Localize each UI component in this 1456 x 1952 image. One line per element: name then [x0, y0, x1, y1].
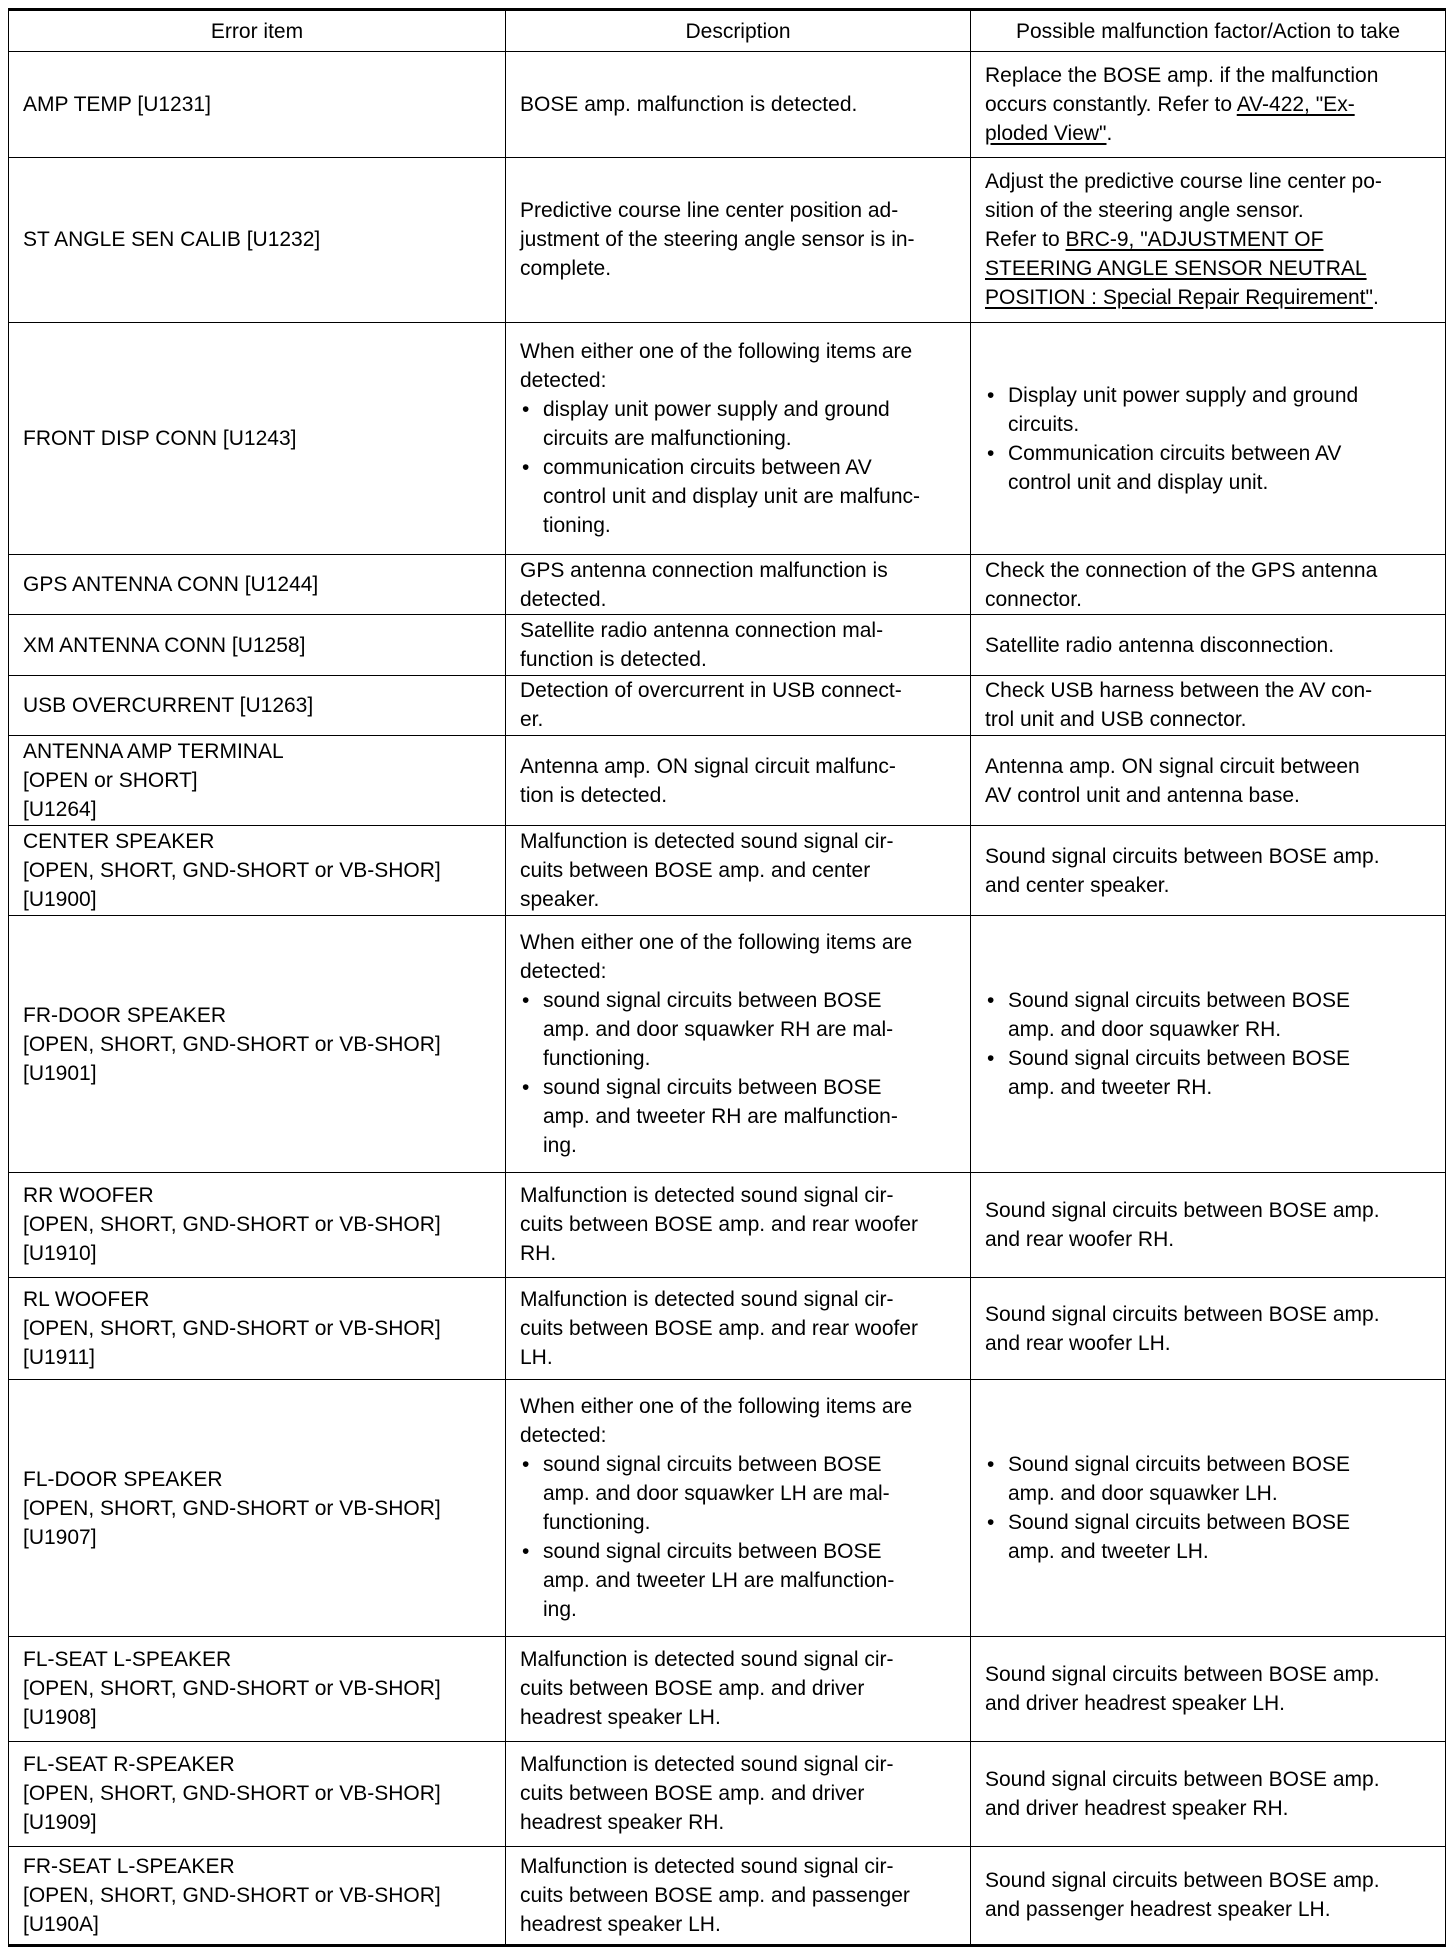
description-cell: [506, 1172, 971, 1278]
description-line: Malfunction is detected sound signal cir-: [520, 1854, 894, 1878]
error-item-cell: [9, 554, 506, 614]
description-line: GPS antenna connection malfunction is: [520, 558, 888, 582]
action-line: AV control unit and antenna base.: [985, 783, 1300, 807]
action-line: [985, 90, 1431, 119]
table-row: [9, 1846, 1446, 1945]
table-row: [9, 1172, 1446, 1278]
error-item-cell: [9, 615, 506, 675]
reference-tail: .: [1372, 286, 1379, 310]
table-row: [9, 1380, 1446, 1636]
bullet-line: • sound signal circuits between BOSE: [543, 1453, 882, 1477]
action-line: [985, 283, 1431, 312]
bullet-line: functioning.: [543, 1511, 651, 1535]
action-line: Check USB harness between the AV con-: [985, 679, 1373, 703]
bullet-line: amp. and door squawker LH are mal-: [543, 1482, 890, 1506]
description-cell: [506, 826, 971, 916]
description-line: justment of the steering angle sensor is in-: [520, 228, 915, 252]
description-cell: [506, 52, 971, 158]
reference-link[interactable]: ploded View": [985, 121, 1107, 145]
action-cell: [971, 916, 1446, 1172]
action-line: Check the connection of the GPS antenna: [985, 558, 1378, 582]
error-item-line: [U1907]: [23, 1525, 97, 1549]
description-line: function is detected.: [520, 648, 707, 672]
action-line: Sound signal circuits between BOSE amp.: [985, 1767, 1380, 1791]
bullet-line: circuits.: [1008, 412, 1080, 436]
description-cell: [506, 675, 971, 735]
error-item-line: [U1901]: [23, 1061, 97, 1085]
table-row: [9, 323, 1446, 555]
description-line: cuits between BOSE amp. and rear woofer: [520, 1213, 919, 1237]
bullet-line: • display unit power supply and ground: [543, 398, 890, 422]
description-line: RH.: [520, 1242, 557, 1266]
error-item-cell: [9, 1636, 506, 1742]
error-item-line: ANTENNA AMP TERMINAL: [23, 740, 284, 764]
error-item-cell: [9, 1380, 506, 1636]
bullet-line: amp. and tweeter LH are malfunction-: [543, 1569, 895, 1593]
description-line: detected:: [520, 369, 607, 393]
reference-link[interactable]: STEERING ANGLE SENSOR NEUTRAL: [985, 257, 1367, 281]
description-line: When either one of the following items are: [520, 340, 913, 364]
description-line: Malfunction is detected sound signal cir-: [520, 1648, 894, 1672]
action-cell: [971, 675, 1446, 735]
action-line: and driver headrest speaker LH.: [985, 1691, 1285, 1715]
action-line: Antenna amp. ON signal circuit between: [985, 754, 1360, 778]
description-line: cuits between BOSE amp. and driver: [520, 1782, 865, 1806]
action-cell: [971, 1846, 1446, 1945]
reference-tail: .: [1106, 121, 1113, 145]
error-item-line: [U1911]: [23, 1346, 95, 1370]
error-item-line: [OPEN, SHORT, GND-SHORT or VB-SHOR]: [23, 1883, 441, 1907]
error-item-cell: [9, 916, 506, 1172]
description-line: headrest speaker RH.: [520, 1811, 725, 1835]
table-row: [9, 615, 1446, 675]
error-item-line: [U1909]: [23, 1811, 97, 1835]
bullet-item: [985, 1044, 1431, 1102]
bullet-line: • Sound signal circuits between BOSE: [1008, 1511, 1351, 1535]
action-cell: [971, 1380, 1446, 1636]
bullet-list: [520, 1450, 956, 1624]
bullet-item: [520, 453, 956, 540]
action-cell: [971, 1636, 1446, 1742]
error-item-line: XM ANTENNA CONN [U1258]: [23, 633, 306, 657]
error-item-cell: [9, 1278, 506, 1380]
description-line: detected:: [520, 960, 607, 984]
error-item-cell: [9, 323, 506, 555]
action-line: and passenger headrest speaker LH.: [985, 1898, 1331, 1922]
description-line: speaker.: [520, 888, 600, 912]
error-item-line: FR-DOOR SPEAKER: [23, 1003, 227, 1027]
bullet-item: [520, 986, 956, 1073]
bullet-item: [520, 1537, 956, 1624]
bullet-item: [985, 986, 1431, 1044]
description-line: Satellite radio antenna connection mal-: [520, 619, 884, 643]
bullet-line: • sound signal circuits between BOSE: [543, 1540, 882, 1564]
bullet-item: [520, 1450, 956, 1537]
error-item-line: [U1910]: [23, 1242, 97, 1266]
table-row: [9, 826, 1446, 916]
bullet-line: amp. and tweeter RH.: [1008, 1076, 1213, 1100]
description-line: er.: [520, 708, 544, 732]
bullet-line: • Display unit power supply and ground: [1008, 383, 1359, 407]
error-item-line: [U1908]: [23, 1706, 97, 1730]
error-item-cell: [9, 1846, 506, 1945]
description-line: BOSE amp. malfunction is detected.: [520, 92, 858, 116]
bullet-line: amp. and tweeter LH.: [1008, 1540, 1209, 1564]
bullet-line: ing.: [543, 1598, 577, 1622]
description-line: Antenna amp. ON signal circuit malfunc-: [520, 754, 896, 778]
action-cell: [971, 1172, 1446, 1278]
description-line: Malfunction is detected sound signal cir-: [520, 1184, 894, 1208]
description-line: headrest speaker LH.: [520, 1706, 721, 1730]
table-row: [9, 1636, 1446, 1742]
error-item-line: [OPEN or SHORT]: [23, 769, 198, 793]
action-line: Replace the BOSE amp. if the malfunction: [985, 63, 1379, 87]
action-line: trol unit and USB connector.: [985, 708, 1247, 732]
action-cell: [971, 157, 1446, 323]
table-row: [9, 736, 1446, 826]
action-line: Sound signal circuits between BOSE amp.: [985, 1662, 1380, 1686]
error-item-line: FRONT DISP CONN [U1243]: [23, 427, 297, 451]
description-line: LH.: [520, 1346, 553, 1370]
bullet-line: • Sound signal circuits between BOSE: [1008, 989, 1351, 1013]
bullet-line: functioning.: [543, 1047, 651, 1071]
bullet-line: tioning.: [543, 514, 611, 538]
error-item-line: FL-SEAT R-SPEAKER: [23, 1753, 235, 1777]
bullet-line: ing.: [543, 1134, 577, 1158]
description-cell: [506, 615, 971, 675]
description-line: Predictive course line center position ad-: [520, 199, 899, 223]
action-text: Refer to: [985, 228, 1066, 252]
table-body: [9, 52, 1446, 1946]
bullet-line: control unit and display unit.: [1008, 470, 1269, 494]
description-cell: [506, 1380, 971, 1636]
bullet-line: amp. and door squawker RH.: [1008, 1018, 1282, 1042]
action-line: Sound signal circuits between BOSE amp.: [985, 1198, 1380, 1222]
description-line: cuits between BOSE amp. and driver: [520, 1677, 865, 1701]
error-item-line: AMP TEMP [U1231]: [23, 92, 211, 116]
header-error-item: Error item: [9, 10, 506, 52]
bullet-line: • sound signal circuits between BOSE: [543, 989, 882, 1013]
bullet-item: [520, 1073, 956, 1160]
action-line: Adjust the predictive course line center po-: [985, 170, 1382, 194]
description-cell: [506, 916, 971, 1172]
error-item-cell: [9, 675, 506, 735]
table-row: [9, 1742, 1446, 1846]
description-line: When either one of the following items are: [520, 1395, 913, 1419]
action-line: [985, 254, 1431, 283]
action-cell: [971, 52, 1446, 158]
error-item-line: [U1264]: [23, 798, 97, 822]
action-line: Satellite radio antenna disconnection.: [985, 633, 1335, 657]
bullet-item: [985, 439, 1431, 497]
bullet-item: [985, 1450, 1431, 1508]
bullet-list: [985, 1450, 1431, 1566]
error-item-cell: [9, 826, 506, 916]
description-cell: [506, 1742, 971, 1846]
error-item-line: [OPEN, SHORT, GND-SHORT or VB-SHOR]: [23, 1032, 441, 1056]
error-item-line: ST ANGLE SEN CALIB [U1232]: [23, 228, 321, 252]
table-row: [9, 916, 1446, 1172]
error-item-line: RL WOOFER: [23, 1288, 150, 1312]
error-item-line: [OPEN, SHORT, GND-SHORT or VB-SHOR]: [23, 1213, 441, 1237]
description-line: cuits between BOSE amp. and passenger: [520, 1883, 910, 1907]
error-item-cell: [9, 1742, 506, 1846]
table-row: [9, 52, 1446, 158]
bullet-line: • sound signal circuits between BOSE: [543, 1076, 882, 1100]
action-line: and rear woofer RH.: [985, 1227, 1175, 1251]
error-item-line: GPS ANTENNA CONN [U1244]: [23, 573, 319, 597]
error-item-line: [OPEN, SHORT, GND-SHORT or VB-SHOR]: [23, 1317, 441, 1341]
bullet-list: [985, 986, 1431, 1102]
bullet-line: amp. and door squawker RH are mal-: [543, 1018, 894, 1042]
reference-link[interactable]: BRC-9, "ADJUSTMENT OF: [1065, 228, 1324, 252]
bullet-item: [520, 395, 956, 453]
description-line: tion is detected.: [520, 783, 668, 807]
description-line: Malfunction is detected sound signal cir-: [520, 1288, 894, 1312]
description-line: complete.: [520, 257, 612, 281]
action-line: Sound signal circuits between BOSE amp.: [985, 844, 1380, 868]
error-item-line: [U190A]: [23, 1912, 99, 1936]
bullet-item: [985, 381, 1431, 439]
error-item-line: [OPEN, SHORT, GND-SHORT or VB-SHOR]: [23, 859, 441, 883]
description-cell: [506, 1846, 971, 1945]
error-item-line: [OPEN, SHORT, GND-SHORT or VB-SHOR]: [23, 1782, 441, 1806]
bullet-line: circuits are malfunctioning.: [543, 427, 792, 451]
reference-link[interactable]: AV-422, "Ex-: [1236, 92, 1355, 116]
error-item-cell: [9, 1172, 506, 1278]
description-line: Malfunction is detected sound signal cir-: [520, 1753, 894, 1777]
action-cell: [971, 1742, 1446, 1846]
table-row: [9, 675, 1446, 735]
error-item-line: [U1900]: [23, 888, 97, 912]
description-line: cuits between BOSE amp. and rear woofer: [520, 1317, 919, 1341]
action-line: and rear woofer LH.: [985, 1331, 1171, 1355]
error-item-cell: [9, 157, 506, 323]
error-item-line: USB OVERCURRENT [U1263]: [23, 693, 314, 717]
description-cell: [506, 1636, 971, 1742]
action-line: and center speaker.: [985, 873, 1170, 897]
table-row: [9, 554, 1446, 614]
error-item-line: FL-SEAT L-SPEAKER: [23, 1648, 232, 1672]
description-line: When either one of the following items are: [520, 931, 913, 955]
action-cell: [971, 1278, 1446, 1380]
bullet-line: amp. and tweeter RH are malfunction-: [543, 1105, 898, 1129]
bullet-list: [985, 381, 1431, 497]
error-item-cell: [9, 736, 506, 826]
description-line: Malfunction is detected sound signal cir-: [520, 830, 894, 854]
action-line: and driver headrest speaker RH.: [985, 1796, 1289, 1820]
table-header-row: [9, 10, 1446, 52]
action-text: occurs constantly. Refer to: [985, 92, 1237, 116]
error-item-line: CENTER SPEAKER: [23, 830, 215, 854]
error-item-line: FR-SEAT L-SPEAKER: [23, 1854, 235, 1878]
action-cell: [971, 323, 1446, 555]
error-item-line: [OPEN, SHORT, GND-SHORT or VB-SHOR]: [23, 1677, 441, 1701]
description-cell: [506, 157, 971, 323]
bullet-line: • Sound signal circuits between BOSE: [1008, 1047, 1351, 1071]
description-cell: [506, 554, 971, 614]
action-cell: [971, 826, 1446, 916]
description-line: detected:: [520, 1424, 607, 1448]
header-description: Description: [506, 10, 971, 52]
description-line: cuits between BOSE amp. and center: [520, 859, 871, 883]
description-line: Detection of overcurrent in USB connect-: [520, 679, 902, 703]
action-line: [985, 119, 1431, 148]
description-line: detected.: [520, 587, 607, 611]
error-item-table: [8, 8, 1446, 1947]
action-line: [985, 225, 1431, 254]
table-row: [9, 1278, 1446, 1380]
description-cell: [506, 736, 971, 826]
bullet-line: • Communication circuits between AV: [1008, 441, 1342, 465]
description-cell: [506, 323, 971, 555]
error-item-cell: [9, 52, 506, 158]
action-cell: [971, 554, 1446, 614]
bullet-list: [520, 395, 956, 540]
table-row: [9, 157, 1446, 323]
bullet-line: control unit and display unit are malfunc-: [543, 485, 921, 509]
action-line: connector.: [985, 587, 1082, 611]
error-item-line: [OPEN, SHORT, GND-SHORT or VB-SHOR]: [23, 1496, 441, 1520]
description-line: headrest speaker LH.: [520, 1912, 721, 1936]
header-action: Possible malfunction factor/Action to take: [971, 10, 1446, 52]
bullet-line: • communication circuits between AV: [543, 456, 872, 480]
action-line: Sound signal circuits between BOSE amp.: [985, 1302, 1380, 1326]
description-cell: [506, 1278, 971, 1380]
action-line: Sound signal circuits between BOSE amp.: [985, 1869, 1380, 1893]
bullet-line: amp. and door squawker LH.: [1008, 1482, 1278, 1506]
error-item-line: RR WOOFER: [23, 1184, 154, 1208]
bullet-line: • Sound signal circuits between BOSE: [1008, 1453, 1351, 1477]
error-item-line: FL-DOOR SPEAKER: [23, 1467, 223, 1491]
action-cell: [971, 736, 1446, 826]
action-line: sition of the steering angle sensor.: [985, 199, 1304, 223]
action-cell: [971, 615, 1446, 675]
reference-link[interactable]: POSITION : Special Repair Requirement": [985, 286, 1373, 310]
bullet-item: [985, 1508, 1431, 1566]
bullet-list: [520, 986, 956, 1160]
